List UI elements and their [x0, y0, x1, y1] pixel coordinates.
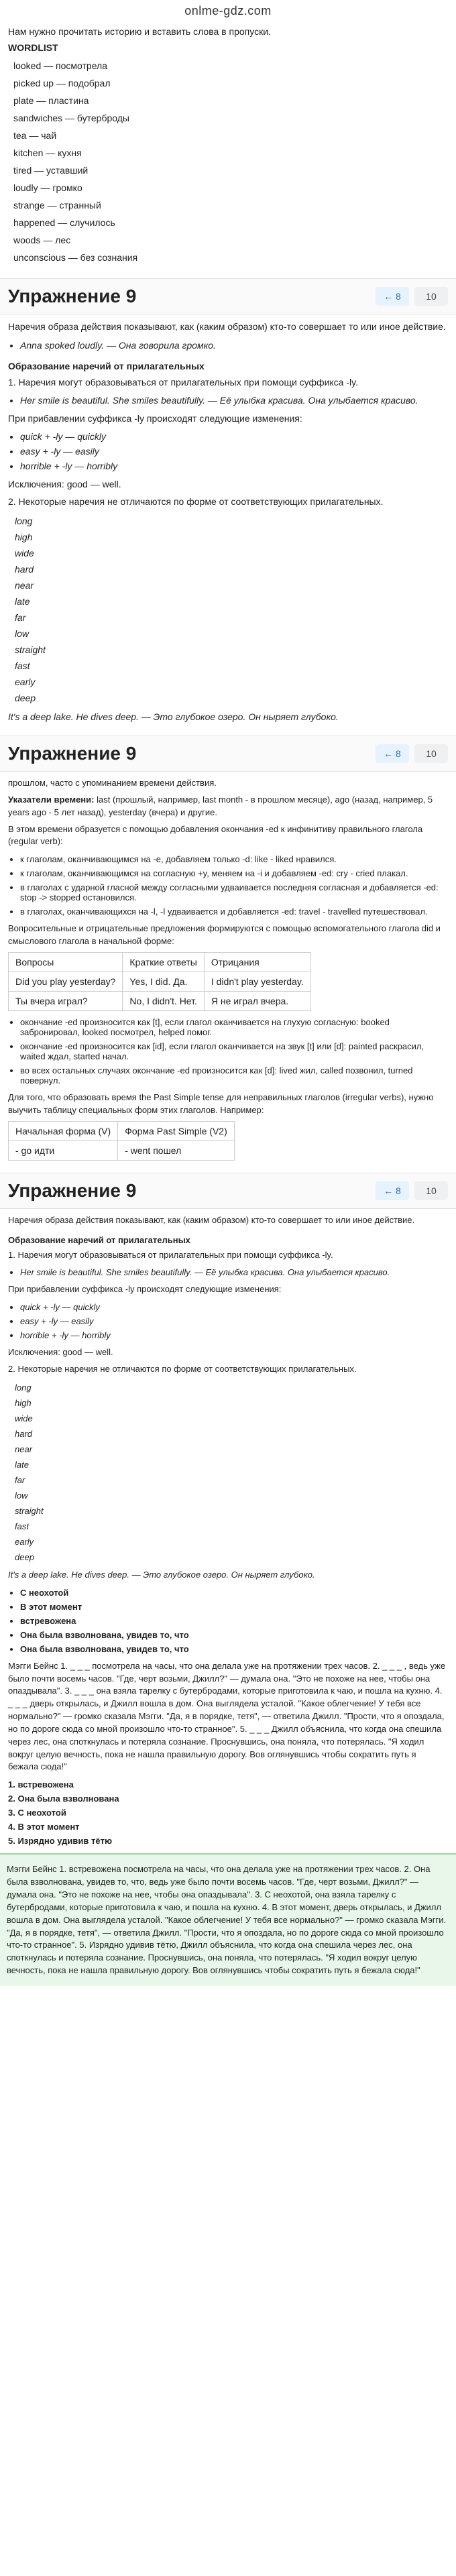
list-item: deep	[15, 1552, 34, 1562]
list-item: fast	[15, 1521, 29, 1531]
list-item: • встревожена	[20, 1614, 448, 1628]
list-item: straight	[15, 1505, 44, 1516]
list-item: high	[15, 1397, 32, 1408]
table-cell: Ты вчера играл?	[9, 991, 123, 1010]
prev-number: 8	[396, 1185, 401, 1196]
pager	[376, 1181, 448, 1200]
story-text: Мэгги Бейнс 1. _ _ _ посмотрела на часы, что она делала уже на протяжении трех часов. 2. _ _ _ , ведь уже было почти восемь часов. "Где, черт возьми, Джилл?" — думала она. "Это не похоже на нее, чтобы она опаздывала". 3. _ _ _ она взяла тарелку с бутербродами, которые приготовила к чаю, и пошла на кухню. 4. _ _ _ дверь открылась, и Джилл вошла в дом. Она выглядела усталой. "Какое облегчение! У тебя все нормально?" — громко сказала Мэгги. "Да, я в порядке, тетя", — ответила Джилл. "Прости, что я опоздала, но по дороге сюда со мной произошло что-то странное". 5. _ _ _ Джилл объяснила, что когда она спешила через лес, она споткнулась и потеряла сознание. Проснувшись, она поняла, что потерялась. "Я ходил вокруг целую вечность, пока не нашла правильную дорогу. Вов оглянувшись чтобы сократить путь я бежала сюда!"	[8, 1660, 446, 1772]
paragraph: 2. Некоторые наречия не отличаются по форме от соответствующих прилагательных.	[8, 1364, 357, 1374]
list-item: late	[15, 595, 30, 607]
list-item: • окончание -ed произносится как [id], если глагол оканчивается на звук [t] или [d]: painted раскрасил, waited ждал, started начал.	[20, 1039, 448, 1063]
list-item: near	[15, 1444, 33, 1454]
list-item: 1. встревожена	[8, 1779, 74, 1790]
list-item: • в глаголах, оканчивающихся на -l, -l удваивается и добавляется -ed: travel - travelled путешествовал.	[20, 904, 448, 919]
list-item: high	[15, 531, 33, 542]
list-item: • easy + -ly — easily	[20, 1314, 448, 1328]
example-list	[20, 338, 448, 353]
list-item: hard	[15, 1428, 33, 1439]
questions-table	[8, 952, 311, 1011]
list-item: sandwiches — бутерброды	[13, 113, 129, 124]
next-exercise-button[interactable]: 10	[414, 744, 448, 763]
list-item: happened — случилось	[13, 217, 115, 229]
table-row	[9, 1121, 235, 1140]
list-item: 2. Она была взволнована	[8, 1794, 119, 1804]
exercise-header	[0, 278, 456, 314]
wordlist	[13, 57, 448, 266]
list-item: • во всех остальных случаях окончание -ed произносится как [d]: lived жил, called позвонил, turned повернул.	[20, 1063, 448, 1088]
list-item: picked up — подобрал	[13, 78, 111, 89]
wordlist-title: WORDLIST	[8, 42, 58, 54]
table-header: Отрицания	[204, 952, 310, 972]
list-item: low	[15, 1490, 28, 1501]
same-form-list	[15, 513, 448, 706]
example-text: • Her smile is beautiful. She smiles beautifully. — Её улыбка красива. Она улыбается красиво.	[20, 393, 448, 408]
options-list	[20, 1586, 448, 1656]
list-item: near	[15, 579, 34, 591]
paragraph: 1. Наречия могут образовываться от прилагательных при помощи суффикса -ly.	[8, 1249, 333, 1260]
paragraph: Наречия образа действия показывают, как (каким образом) кто-то совершает то или иное действие.	[8, 321, 446, 333]
list-item: looked — посмотрела	[13, 60, 107, 72]
example-text: It's a deep lake. He dives deep. — Это глубокое озеро. Он ныряет глубоко.	[8, 1569, 315, 1580]
next-exercise-button[interactable]: 10	[414, 1181, 448, 1200]
pager	[376, 287, 448, 306]
prev-exercise-button[interactable]: ← 8	[376, 287, 409, 306]
list-item: • С неохотой	[20, 1586, 448, 1600]
table-cell: Я не играл вчера.	[204, 991, 310, 1010]
list-item: low	[15, 628, 30, 639]
table-header: Вопросы	[9, 952, 123, 972]
paragraph: 1. Наречия могут образовываться от прилагательных при помощи суффикса -ly.	[8, 376, 358, 388]
next-exercise-button[interactable]: 10	[414, 287, 448, 306]
example-text: • Anna spoked loudly. — Она говорила громко.	[20, 338, 448, 353]
list-item: • к глаголам, оканчивающимся на -e, добавляем только -d: like - liked нравился.	[20, 852, 448, 866]
example-text: It's a deep lake. He dives deep. — Это глубокое озеро. Он ныряет глубоко.	[8, 711, 339, 722]
paragraph: Вопросительные и отрицательные предложения формируются с помощью вспомогательного глагола did и смыслового глагола в начальной форме:	[8, 923, 441, 947]
list-item: early	[15, 1536, 34, 1547]
pronunciation-list	[20, 1015, 448, 1088]
list-item: unconscious — без сознания	[13, 252, 138, 264]
table-cell: No, I didn't. Нет.	[123, 991, 204, 1010]
list-item: deep	[15, 692, 36, 703]
list-item: 3. С неохотой	[8, 1808, 66, 1818]
list-item: wide	[15, 1413, 33, 1423]
table-header: Краткие ответы	[123, 952, 204, 972]
irregular-table	[8, 1121, 235, 1161]
paragraph: Для того, что образовать время the Past Simple tense для неправильных глаголов (irregular verbs), нужно выучить таблицу специальных форм этих глаголов. Например:	[8, 1092, 434, 1115]
list-item: • quick + -ly — quickly	[20, 1300, 448, 1314]
table-header: Начальная форма (V)	[9, 1121, 118, 1140]
section-heading: Образование наречий от прилагательных	[8, 360, 205, 371]
list-item: long	[15, 515, 33, 526]
exercise-title: Упражнение 9	[8, 1179, 137, 1201]
list-item: long	[15, 1382, 32, 1393]
table-cell: Did you play yesterday?	[9, 972, 123, 991]
list-item: • quick + -ly — quickly	[20, 429, 448, 444]
answer-text: Мэгги Бейнс 1. встревожена посмотрела на часы, что она делала уже на протяжении трех часов. 2. Она была взволнована, увидев то, что, ведь уже было почти восемь часов. "Где, черт возьми, Джилл?" — думала она. "Это не похоже на нее, чтобы она опаздывала". 3. С неохотой, она взяла тарелку с бутербродами, которые приготовила к чаю, и пошла на кухню. 4. В этот момент, дверь открылась, и Джилл вошла в дом. Она выглядела усталой. "Какое облегчение! У тебя все нормально?" — громко сказала Мэгги. "Да, я в порядке, тетя", — ответила Джилл. "Прости, что я опоздала, но по дороге сюда со мной произошло что-то странное". 5. Изрядно удивив тётю, Джилл объяснила, что когда она спешила через лес, она споткнулась и потеряла сознание. Проснувшись, она поняла, что потерялась. "Я ходил вокруг целую вечность, пока не нашла правильную дорогу. Вов оглянувшись чтобы сократить путь я бежала сюда!"	[7, 1864, 447, 1976]
list-item: • окончание -ed произносится как [t], если глагол оканчивается на глухую согласную: booked забронировал, looked посмотрел, helped помог.	[20, 1015, 448, 1039]
paragraph: При прибавлении суффикса -ly происходят следующие изменения:	[8, 1284, 282, 1295]
table-row	[9, 1140, 235, 1160]
changes-list	[20, 429, 448, 473]
site-logo[interactable]: onlme-gdz.com	[184, 4, 272, 17]
paragraph: Наречия образа действия показывают, как (каким образом) кто-то совершает то или иное действие.	[8, 1214, 415, 1225]
table-header: Форма Past Simple (V2)	[118, 1121, 235, 1140]
list-item: • к глаголам, оканчивающимся на согласную +y, меняем на -i и добавляем -ed: cry - cried плакал.	[20, 866, 448, 880]
list-item: • Она была взволнована, увидев то, что	[20, 1628, 448, 1642]
list-item: 4. В этот момент	[8, 1822, 80, 1832]
list-item: early	[15, 676, 36, 687]
paragraph-text: last (прошлый, например, last month - в прошлом месяце), ago (назад, например, 5 years ago - 5 лет назад), yesterday (вчера) и другие.	[8, 794, 433, 817]
list-item: late	[15, 1459, 29, 1470]
exercise-title: Упражнение 9	[8, 743, 137, 764]
paragraph: прошлом, часто с упоминанием времени действия.	[8, 778, 217, 788]
list-item: woods — лес	[13, 235, 71, 246]
example-text: • Her smile is beautiful. She smiles beautifully. — Её улыбка красива. Она улыбается красиво.	[20, 1265, 448, 1279]
paragraph: При прибавлении суффикса -ly происходят следующие изменения:	[8, 412, 302, 424]
exercise-header	[0, 736, 456, 772]
list-item: far	[15, 611, 26, 623]
exercise-header	[0, 1173, 456, 1209]
list-item: straight	[15, 644, 46, 655]
list-item: • horrible + -ly — horribly	[20, 459, 448, 473]
list-item: • В этот момент	[20, 1600, 448, 1614]
list-item: • в глаголах с ударной гласной между согласными удваивается последняя согласная и добавляется -ed: stop -> stopped остановился.	[20, 880, 448, 904]
pager	[376, 744, 448, 763]
list-item: • easy + -ly — easily	[20, 444, 448, 459]
changes-list	[20, 1300, 448, 1342]
paragraph: 2. Некоторые наречия не отличаются по форме от соответствующих прилагательных.	[8, 496, 384, 508]
list-item: plate — пластина	[13, 95, 89, 107]
example-list	[20, 1265, 448, 1279]
table-cell: - went пошел	[118, 1140, 235, 1160]
answers-list	[8, 1777, 448, 1848]
prev-exercise-button[interactable]: ← 8	[376, 1181, 409, 1200]
same-form-list	[15, 1380, 448, 1565]
table-cell: - go идти	[9, 1140, 118, 1160]
example-list	[20, 393, 448, 408]
list-item: tired — уставший	[13, 165, 89, 176]
paragraph	[8, 794, 448, 819]
table-cell: Yes, I did. Да.	[123, 972, 204, 991]
list-item: wide	[15, 547, 34, 559]
list-item: kitchen — кухня	[13, 148, 82, 159]
list-item: • Она была взволнована, увидев то, что	[20, 1642, 448, 1656]
list-item: loudly — громко	[13, 182, 82, 194]
exercise-title: Упражнение 9	[8, 286, 137, 307]
table-cell: I didn't play yesterday.	[204, 972, 310, 991]
table-row	[9, 972, 311, 991]
table-row	[9, 991, 311, 1010]
list-item: • horrible + -ly — horribly	[20, 1328, 448, 1342]
answer-block	[0, 1853, 456, 1986]
intro-text: Нам нужно прочитать историю и вставить слова в пропуски.	[8, 26, 271, 37]
rules-list	[20, 852, 448, 919]
table-row	[9, 952, 311, 972]
paragraph: Исключения: good — well.	[8, 1347, 113, 1358]
paragraph: Исключения: good — well.	[8, 479, 121, 490]
section-heading: Указатели времени:	[8, 794, 95, 805]
list-item: strange — странный	[13, 200, 101, 211]
prev-exercise-button[interactable]: ← 8	[376, 744, 409, 763]
list-item: far	[15, 1474, 25, 1485]
list-item: fast	[15, 660, 30, 671]
list-item: tea — чай	[13, 130, 57, 141]
paragraph: В этом времени образуется с помощью добавления окончания -ed к инфинитиву правильного глагола (regular verb):	[8, 823, 423, 847]
list-item: hard	[15, 563, 34, 575]
prev-number: 8	[396, 291, 401, 302]
section-heading: Образование наречий от прилагательных	[8, 1234, 190, 1245]
prev-number: 8	[396, 748, 401, 760]
list-item: 5. Изрядно удивив тётю	[8, 1836, 113, 1847]
